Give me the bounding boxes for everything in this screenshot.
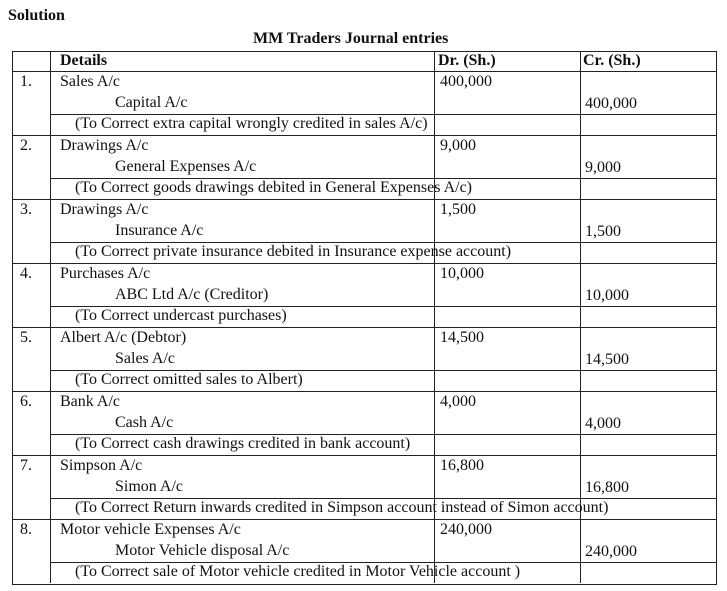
credit-amount: 14,500 — [585, 351, 629, 368]
entry-number: 7. — [20, 457, 32, 474]
debit-account: Simpson A/c — [60, 457, 143, 474]
narration-divider — [50, 178, 716, 179]
narration-divider — [50, 370, 716, 371]
narration: (To Correct goods drawings debited in General Expenses A/c) — [75, 179, 472, 196]
entry-number: 6. — [20, 393, 32, 410]
entry-number: 4. — [20, 265, 32, 282]
narration-divider — [50, 306, 716, 307]
debit-account: Purchases A/c — [60, 265, 151, 282]
details-column-divider — [50, 51, 51, 583]
debit-amount: 9,000 — [440, 137, 476, 154]
credit-amount: 1,500 — [585, 223, 621, 240]
debit-header: Dr. (Sh.) — [438, 52, 496, 69]
entry-divider — [12, 455, 716, 456]
entry-number: 3. — [20, 201, 32, 218]
entry-divider — [12, 391, 716, 392]
debit-account: Drawings A/c — [60, 137, 149, 154]
narration: (To Correct extra capital wrongly credited in sales A/c) — [75, 115, 428, 132]
narration: (To Correct private insurance debited in Insurance expense account) — [75, 243, 512, 260]
credit-header: Cr. (Sh.) — [583, 52, 641, 69]
debit-amount: 240,000 — [440, 521, 492, 538]
credit-amount: 4,000 — [585, 415, 621, 432]
narration-divider — [50, 114, 716, 115]
narration-divider — [50, 434, 716, 435]
header-divider — [12, 71, 716, 72]
narration-divider — [50, 242, 716, 243]
credit-account: General Expenses A/c — [115, 158, 257, 175]
solution-heading: Solution — [8, 7, 65, 24]
debit-amount: 14,500 — [440, 329, 484, 346]
debit-amount: 1,500 — [440, 201, 476, 218]
journal-table — [12, 51, 716, 584]
credit-account: Capital A/c — [115, 94, 188, 111]
entry-divider — [12, 135, 716, 136]
debit-amount: 10,000 — [440, 265, 484, 282]
narration: (To Correct omitted sales to Albert) — [75, 371, 303, 388]
credit-amount: 16,800 — [585, 479, 629, 496]
entry-divider — [12, 263, 716, 264]
debit-amount: 4,000 — [440, 393, 476, 410]
entry-number: 5. — [20, 329, 32, 346]
entry-divider — [12, 327, 716, 328]
entry-divider — [12, 199, 716, 200]
journal-title: MM Traders Journal entries — [253, 30, 449, 47]
narration-divider — [50, 562, 716, 563]
debit-account: Sales A/c — [60, 73, 120, 90]
credit-account: Cash A/c — [115, 414, 174, 431]
entry-number: 2. — [20, 137, 32, 154]
debit-amount: 16,800 — [440, 457, 484, 474]
credit-account: ABC Ltd A/c (Creditor) — [115, 286, 269, 303]
credit-account: Insurance A/c — [115, 222, 204, 239]
debit-amount: 400,000 — [440, 73, 492, 90]
credit-account: Motor Vehicle disposal A/c — [115, 542, 290, 559]
narration: (To Correct Return inwards credited in Simpson account instead of Simon account) — [75, 499, 609, 516]
details-header: Details — [60, 52, 108, 69]
credit-account: Sales A/c — [115, 350, 175, 367]
credit-account: Simon A/c — [115, 478, 184, 495]
credit-amount: 9,000 — [585, 159, 621, 176]
narration: (To Correct cash drawings credited in bank account) — [75, 435, 411, 452]
entry-number: 1. — [20, 73, 32, 90]
debit-account: Drawings A/c — [60, 201, 149, 218]
credit-amount: 10,000 — [585, 287, 629, 304]
credit-amount: 240,000 — [585, 543, 637, 560]
narration-divider — [50, 498, 716, 499]
debit-account: Albert A/c (Debtor) — [60, 329, 187, 346]
debit-account: Bank A/c — [60, 393, 120, 410]
entry-number: 8. — [20, 521, 32, 538]
narration: (To Correct sale of Motor vehicle credited in Motor Vehicle account ) — [75, 563, 521, 580]
narration: (To Correct undercast purchases) — [75, 307, 287, 324]
credit-amount: 400,000 — [585, 95, 637, 112]
entry-divider — [12, 519, 716, 520]
debit-account: Motor vehicle Expenses A/c — [60, 521, 241, 538]
